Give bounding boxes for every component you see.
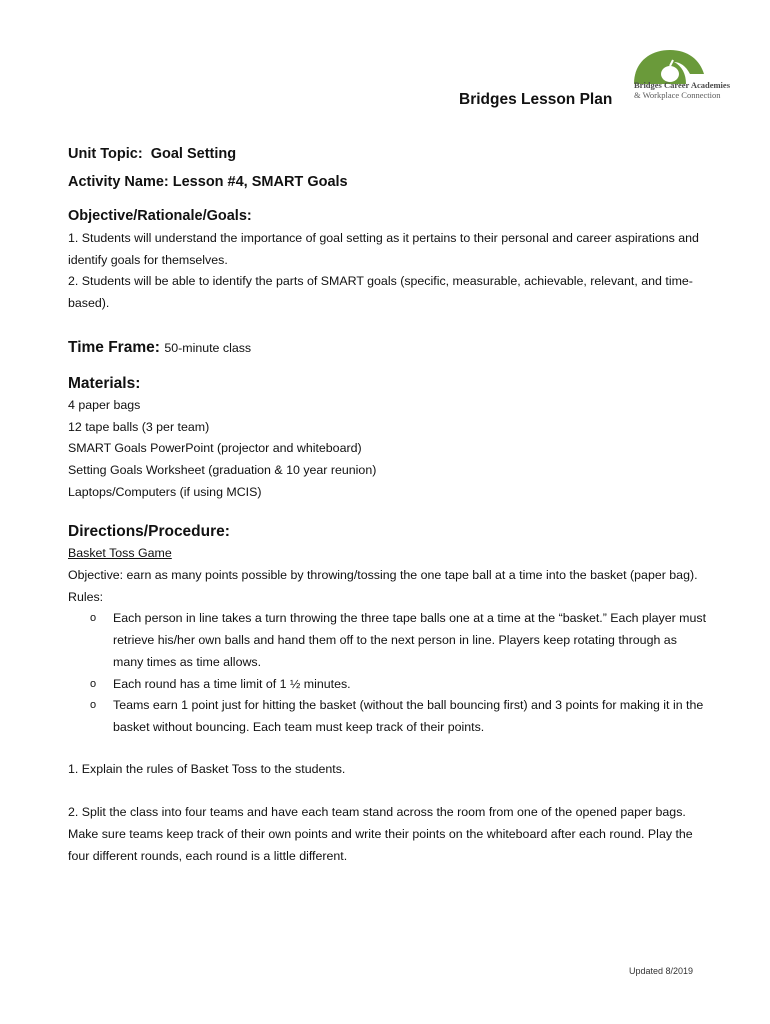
rule-item: [68, 608, 708, 673]
unit-topic: Unit Topic: Goal Setting: [68, 146, 237, 162]
time-frame: [68, 337, 708, 359]
directions-heading: Directions/Procedure:: [68, 523, 230, 541]
updated-date: Updated 8/2019: [629, 966, 694, 976]
objective-item-2: 2. Students will be able to identify the parts of SMART goals (specific, measurable, achievable, relevant, and time-based).: [68, 274, 693, 311]
activity-name: [68, 174, 708, 190]
objective-item-1: 1. Students will understand the importance of goal setting as it pertains to their personal and career aspirations and identify goals for themselves.: [68, 231, 699, 267]
rule-item: [68, 674, 708, 696]
step-2: 2. Split the class into four teams and have each team stand across the room from one of the opened paper bags. Make sure teams keep track of their own points and write their points on the whiteboard after each round. Play the four different rounds, each round is a little different.: [68, 805, 693, 863]
unit-topic-label: Unit Topic: [68, 146, 138, 162]
rule-item: [68, 695, 708, 738]
apple-logo-icon: [630, 48, 708, 84]
material-item: 4 paper bags: [68, 397, 141, 412]
unit-topic-value: Goal Setting: [150, 146, 237, 162]
step-1: 1. Explain the rules of Basket Toss to the students.: [68, 761, 346, 776]
game-title: Basket Toss Game: [68, 546, 172, 561]
rule-text: Each person in line takes a turn throwing the three tape balls one at a time at the “basket.” Each player must retrieve his/her own balls and hand them off to the next person in line. Players keep rotating through as many times as time allows.: [113, 611, 707, 669]
lesson-content: [68, 146, 708, 867]
logo-line-2: & Workplace Connection: [634, 90, 721, 100]
activity-value: Lesson #4, SMART Goals: [172, 174, 348, 190]
material-item: Setting Goals Worksheet (graduation & 10 year reunion): [68, 462, 377, 477]
objectives-heading: Objective/Rationale/Goals:: [68, 208, 252, 224]
rule-text: Teams earn 1 point just for hitting the basket (without the ball bouncing first) and 3 points for making it in the basket without bouncing. Each team must keep track of their points.: [113, 698, 704, 734]
logo-line-1: Bridges Career Academies: [634, 80, 730, 90]
page-title: Bridges Lesson Plan: [459, 91, 613, 108]
rule-text: Each round has a time limit of 1 ½ minutes.: [113, 676, 351, 691]
material-item: 12 tape balls (3 per team): [68, 419, 210, 434]
logo-text: [634, 80, 730, 100]
materials-heading: Materials:: [68, 374, 141, 392]
material-item: Laptops/Computers (if using MCIS): [68, 484, 262, 499]
time-frame-label: Time Frame:: [68, 338, 160, 356]
bullet-icon: o: [90, 677, 97, 690]
rules-label: Rules:: [68, 589, 104, 604]
activity-label: Activity Name:: [68, 174, 169, 190]
rules-list: [68, 608, 708, 738]
time-frame-value: 50-minute class: [164, 340, 252, 355]
bridges-logo: [630, 48, 730, 108]
bullet-icon: o: [90, 699, 97, 712]
bullet-icon: o: [90, 612, 97, 625]
game-objective: Objective: earn as many points possible by throwing/tossing the one tape ball at a time into the basket (paper bag).: [68, 568, 698, 583]
material-item: SMART Goals PowerPoint (projector and whiteboard): [68, 441, 362, 456]
